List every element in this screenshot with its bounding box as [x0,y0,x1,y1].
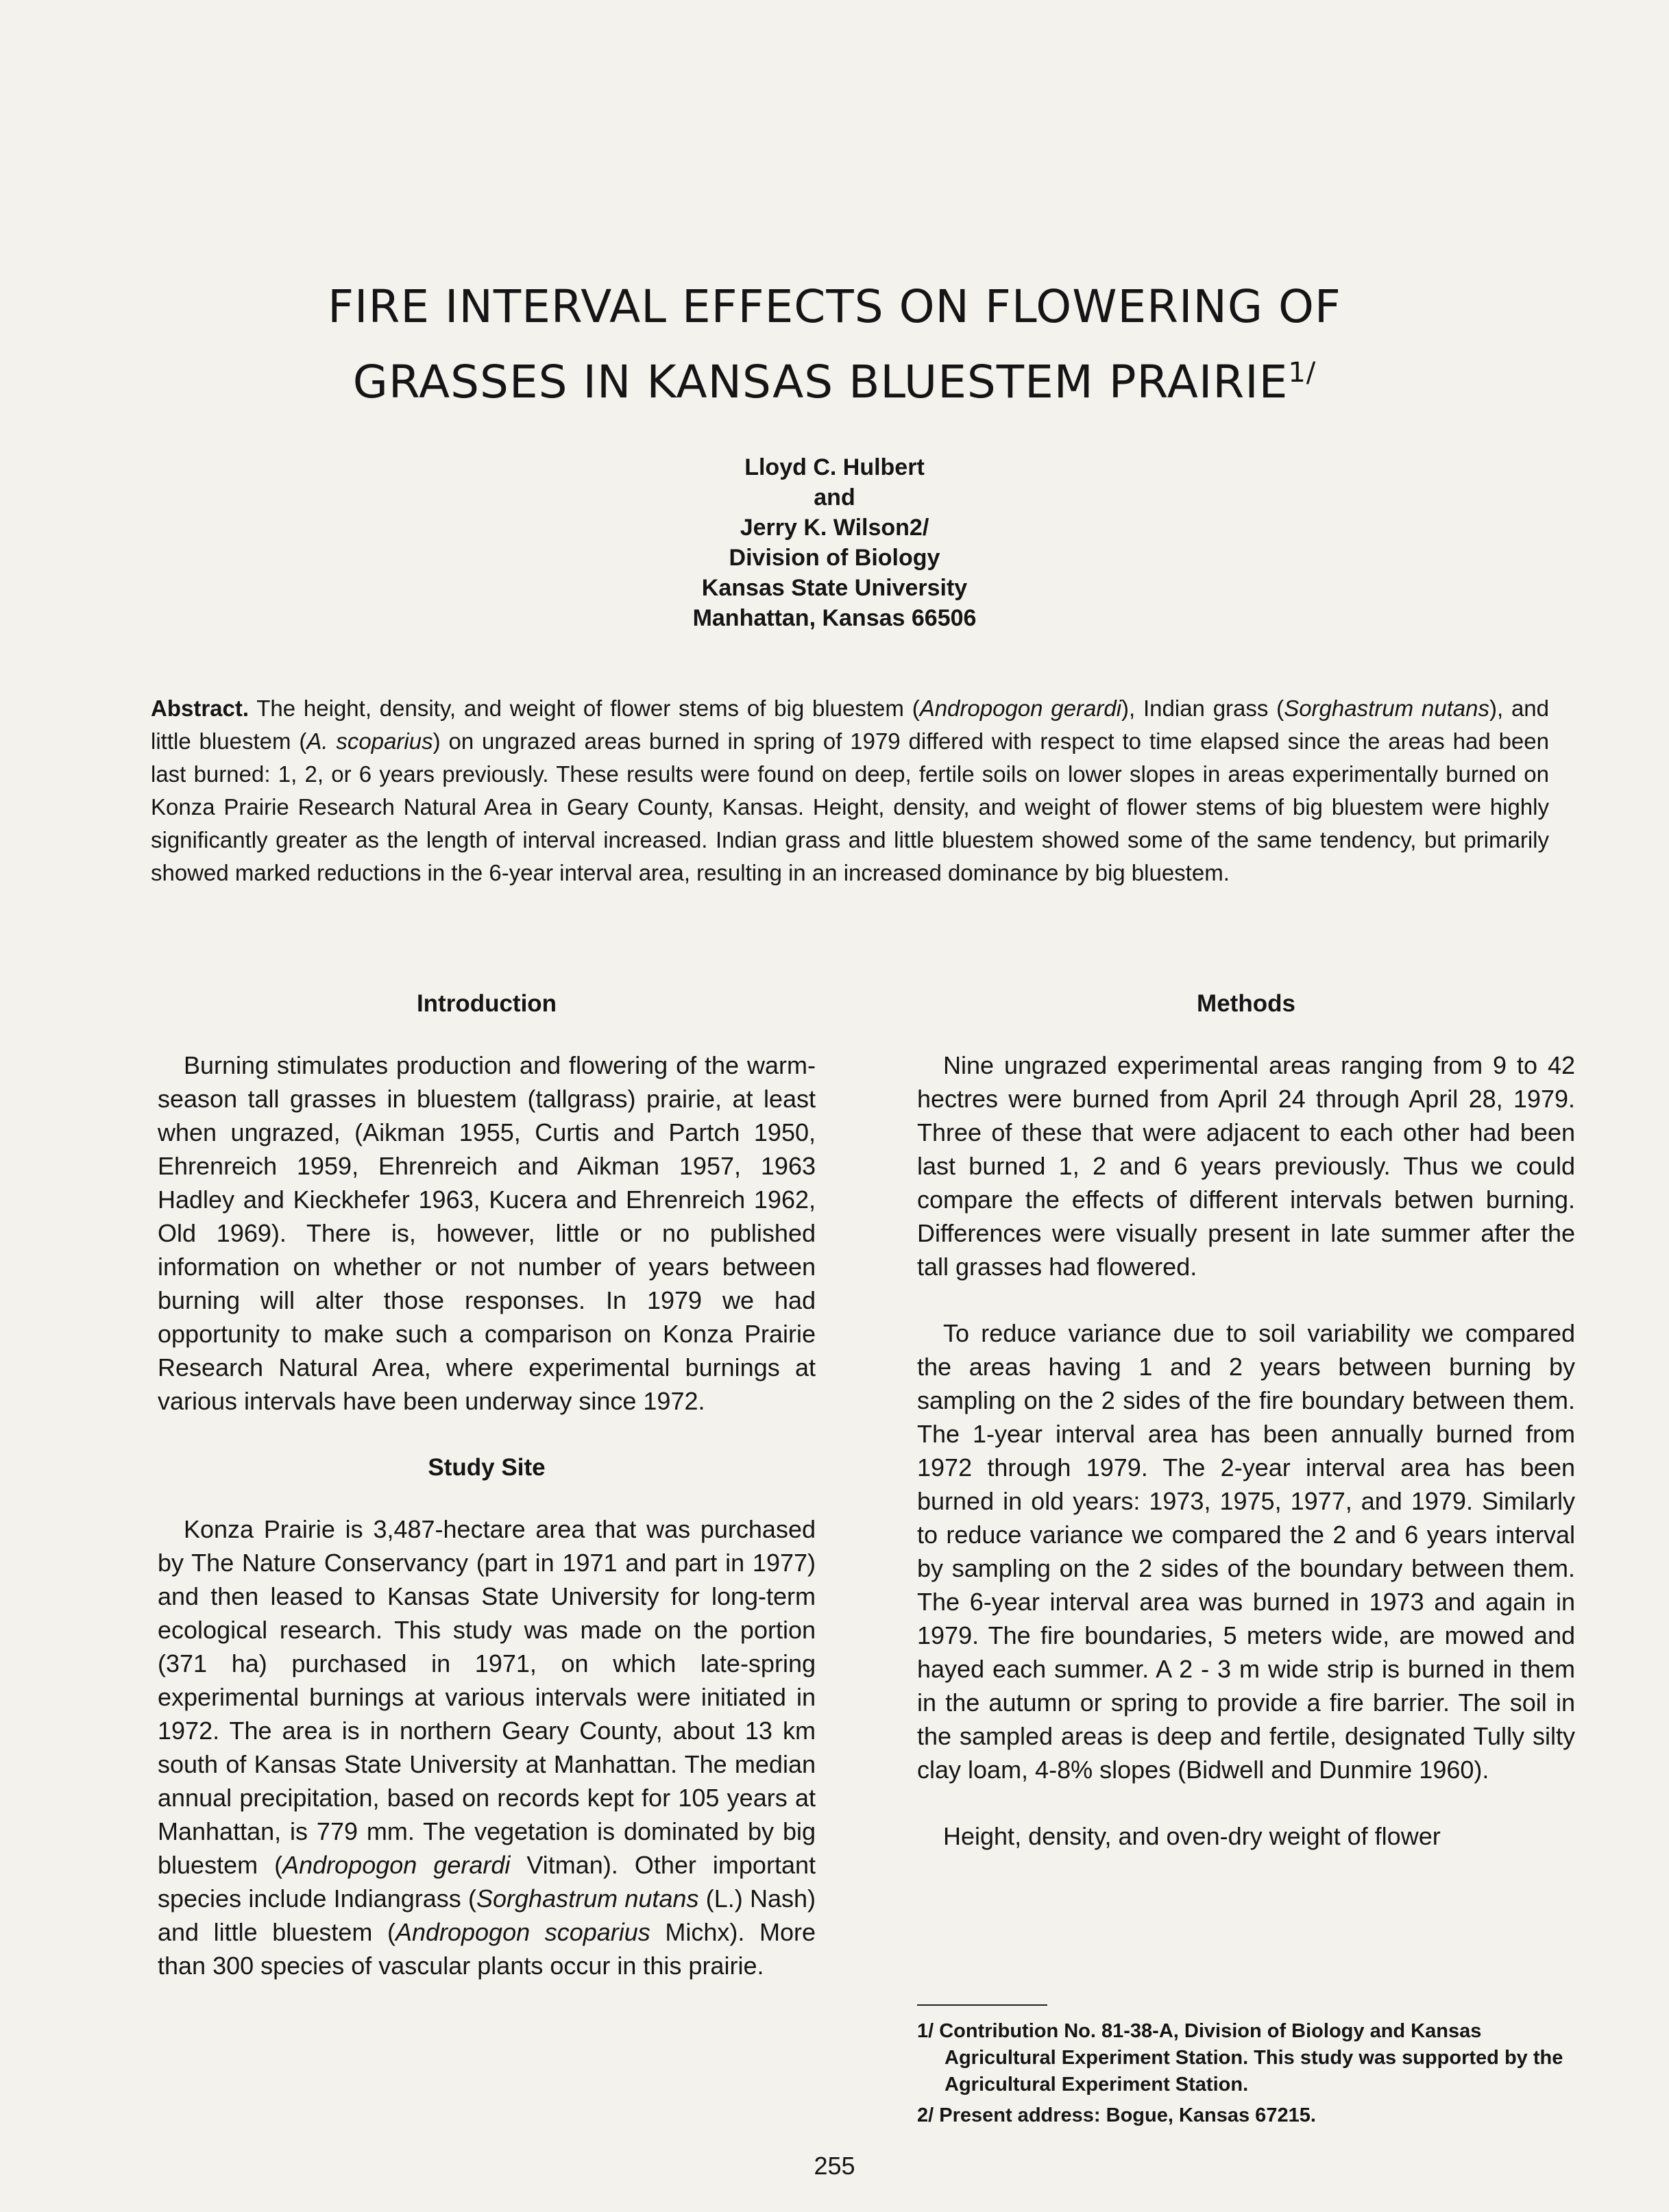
footnote-rule [917,2004,1047,2006]
footnotes [917,2004,1575,2129]
study-site-species-3: Andropogon scoparius [395,1918,650,1946]
abstract-species-1: Andropogon gerardi [919,696,1122,721]
abstract-text-3: ), and little bluestem ( [151,696,1549,754]
abstract-species-2: Sorghastrum nutans [1284,696,1489,721]
study-site-text-4: Michx). More than 300 species of vascular plants occur in this prairie. [158,1918,816,1980]
abstract-text-1: The height, density, and weight of flower stems of big bluestem ( [249,696,920,721]
page-number: 255 [814,2152,855,2180]
abstract-text-4: ) on ungrazed areas burned in spring of 1979 differed with respect to time elapsed since the areas had been last burned: 1, 2, or 6 years previously. These results were found on deep, fertile soils on lower slopes in areas experimentally burned on Konza Prairie Research Natural Area in Geary County, Kansas. Height, density, and weight of flower stems of big bluestem were highly significantly greater as the length of interval increased. Indian grass and little bluestem showed some of the same tendency, but primarily showed marked reductions in the 6-year interval area, resulting in an increased dominance by big bluestem. [151,728,1549,885]
right-column [917,987,1575,1853]
title-footnote-mark: 1/ [1288,357,1317,389]
study-site-species-2: Sorghastrum nutans [476,1884,699,1913]
methods-heading: Methods [1197,990,1295,1017]
author-city: Manhattan, Kansas 66506 [692,605,977,631]
footnote-2: 2/ Present address: Bogue, Kansas 67215. [917,2104,1316,2126]
abstract-text-2: ), Indian grass ( [1121,696,1284,721]
methods-paragraph-1: Nine ungrazed experimental areas ranging from 9 to 42 hectres were burned from April 24 through April 28, 1979. Three of these that were adjacent to each other had been last burned 1, 2 and 6 years previously. Thus we could compare the effects of different intervals betwen burning. Differences were visually present in late summer after the tall grasses had flowered. [917,1051,1575,1281]
author-block [0,452,1669,633]
methods-paragraph-2: To reduce variance due to soil variability we compared the areas having 1 and 2 years between burning by sampling on the 2 sides of the fire boundary between them. The 1-year interval area has been annually burned from 1972 through 1979. The 2-year interval area has been burned in old years: 1973, 1975, 1977, and 1979. Similarly to reduce variance we compared the 2 and 6 years interval by sampling on the 2 sides of the boundary between them. The 6-year interval area was burned in 1973 and again in 1979. The fire boundaries, 5 meters wide, are mowed and hayed each summer. A 2 - 3 m wide strip is burned in them in the autumn or spring to provide a fire barrier. The soil in the sampled areas is deep and fertile, designated Tully silty clay loam, 4-8% slopes (Bidwell and Dunmire 1960). [917,1319,1575,1784]
study-site-paragraph [158,1512,816,1982]
study-site-heading: Study Site [428,1454,546,1481]
abstract-species-3: A. scoparius [306,728,433,754]
author-university: Kansas State University [701,575,968,601]
study-site-text-3: (L.) Nash) and little bluestem ( [158,1884,816,1946]
abstract-label: Abstract. [151,696,249,721]
author-1: Lloyd C. Hulbert [744,454,925,480]
study-site-text-2: Vitman). Other important species include Indiangrass ( [158,1851,816,1913]
author-department: Division of Biology [729,545,940,571]
abstract [151,692,1549,889]
title-line-2-text: GRASSES IN KANSAS BLUESTEM PRAIRIE [352,356,1289,408]
article-title [0,274,1669,415]
footnote-1: 1/ Contribution No. 81-38-A, Division of Biology and Kansas Agricultural Experiment Station. This study was supported by the Agricultural Experiment Station. [917,2020,1563,2096]
author-2: Jerry K. Wilson2/ [740,515,929,541]
introduction-heading: Introduction [416,990,557,1017]
left-column [158,987,816,1982]
study-site-text-1: Konza Prairie is 3,487-hectare area that was purchased by The Nature Conservancy (part in 1971 and part in 1977) and then leased to Kansas State University for long-term ecological research. This study was made on the portion (371 ha) purchased in 1971, on which late-spring experimental burnings at various intervals were initiated in 1972. The area is in northern Geary County, about 13 km south of Kansas State University at Manhattan. The median annual precipitation, based on records kept for 105 years at Manhattan, is 779 mm. The vegetation is dominated by big bluestem ( [158,1515,816,1879]
study-site-species-1: Andropogon gerardi [282,1851,511,1879]
introduction-paragraph: Burning stimulates production and flowering of the warm-season tall grasses in bluestem (tallgrass) prairie, at least when ungrazed, (Aikman 1955, Curtis and Partch 1950, Ehrenreich 1959, Ehrenreich and Aikman 1957, 1963 Hadley and Kieckhefer 1963, Kucera and Ehrenreich 1962, Old 1969). There is, however, little or no published information on whether or not number of years between burning will alter those responses. In 1979 we had opportunity to make such a comparison on Konza Prairie Research Natural Area, where experimental burnings at various intervals have been underway since 1972. [158,1051,816,1415]
title-line-1: FIRE INTERVAL EFFECTS ON FLOWERING OF [328,280,1341,333]
author-conjunction: and [814,484,855,511]
title-line-2 [0,340,1669,415]
methods-paragraph-3: Height, density, and oven-dry weight of flower [943,1822,1441,1850]
